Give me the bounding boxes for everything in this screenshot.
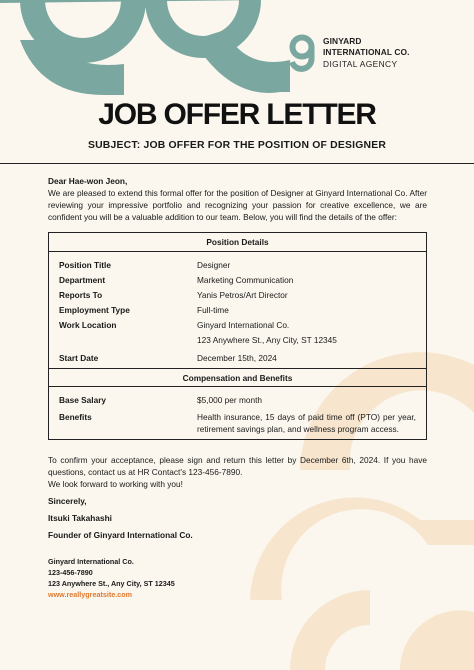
- signer-name: Itsuki Takahashi: [48, 513, 112, 523]
- row-value: Full-time: [197, 304, 229, 315]
- letter-body: [48, 175, 427, 600]
- company-logo: [287, 33, 410, 73]
- divider: [0, 163, 474, 164]
- offer-table: [48, 232, 427, 440]
- row-label: Employment Type: [59, 304, 130, 315]
- g-logo-icon: [287, 33, 317, 73]
- position-details-heading: Position Details: [49, 233, 426, 252]
- company-name-line2: INTERNATIONAL CO.: [323, 47, 410, 57]
- row-label: Position Title: [59, 259, 111, 270]
- closing-forward: We look forward to working with you!: [48, 479, 183, 489]
- company-tagline: DIGITAL AGENCY: [323, 59, 398, 69]
- company-name-line1: GINYARD: [323, 36, 362, 46]
- row-value: Yanis Petros/Art Director: [197, 289, 288, 300]
- position-details-rows: [49, 252, 426, 368]
- page-title: JOB OFFER LETTER: [98, 98, 376, 131]
- table-row: [59, 257, 416, 272]
- footer-phone: 123-456-7890: [48, 568, 93, 577]
- company-name-block: [323, 36, 410, 70]
- footer-company: Ginyard International Co.: [48, 557, 134, 566]
- signer-title: Founder of Ginyard International Co.: [48, 530, 193, 540]
- row-value: [197, 317, 416, 347]
- table-row: [59, 302, 416, 317]
- row-label: Reports To: [59, 289, 103, 300]
- row-value: December 15th, 2024: [197, 352, 277, 363]
- row-label: Benefits: [59, 411, 92, 422]
- work-location-name: Ginyard International Co.: [197, 319, 290, 330]
- row-label: Base Salary: [59, 394, 107, 405]
- table-row: [59, 409, 416, 436]
- footer: [48, 556, 427, 600]
- table-row: [59, 317, 416, 347]
- footer-address: 123 Anywhere St., Any City, ST 12345: [48, 579, 175, 588]
- intro-paragraph: We are pleased to extend this formal offer for the position of Designer at Ginyard International Co. After reviewing your impressive portfolio and recognizing your passion for creative excellence, we are confident you will be a valuable addition to our team. Below, you will find the details of the offer:: [48, 188, 427, 222]
- signoff: Sincerely,: [48, 496, 87, 506]
- table-row: [59, 272, 416, 287]
- row-label: Work Location: [59, 319, 117, 330]
- row-value: Designer: [197, 259, 231, 270]
- compensation-rows: [49, 387, 426, 439]
- compensation-heading: Compensation and Benefits: [49, 368, 426, 387]
- table-row: [59, 392, 416, 407]
- row-label: Department: [59, 274, 106, 285]
- row-value: $5,000 per month: [197, 394, 263, 405]
- row-value: Health insurance, 15 days of paid time off (PTO) per year, retirement savings plan, and wellness program access.: [197, 411, 416, 434]
- closing-paragraph: To confirm your acceptance, please sign and return this letter by December 6th, 2024. If you have questions, contact us at HR Contact's 123-456-7890.: [48, 455, 427, 477]
- subject-line: SUBJECT: JOB OFFER FOR THE POSITION OF DESIGNER: [87, 140, 387, 151]
- row-label: Start Date: [59, 352, 99, 363]
- greeting: Dear Hae-won Jeon,: [48, 176, 128, 186]
- footer-website-link[interactable]: www.reallygreatsite.com: [48, 590, 133, 599]
- work-location-address: 123 Anywhere St., Any City, ST 12345: [197, 334, 337, 345]
- row-value: Marketing Communication: [197, 274, 294, 285]
- table-row: [59, 287, 416, 302]
- table-row: [59, 350, 416, 365]
